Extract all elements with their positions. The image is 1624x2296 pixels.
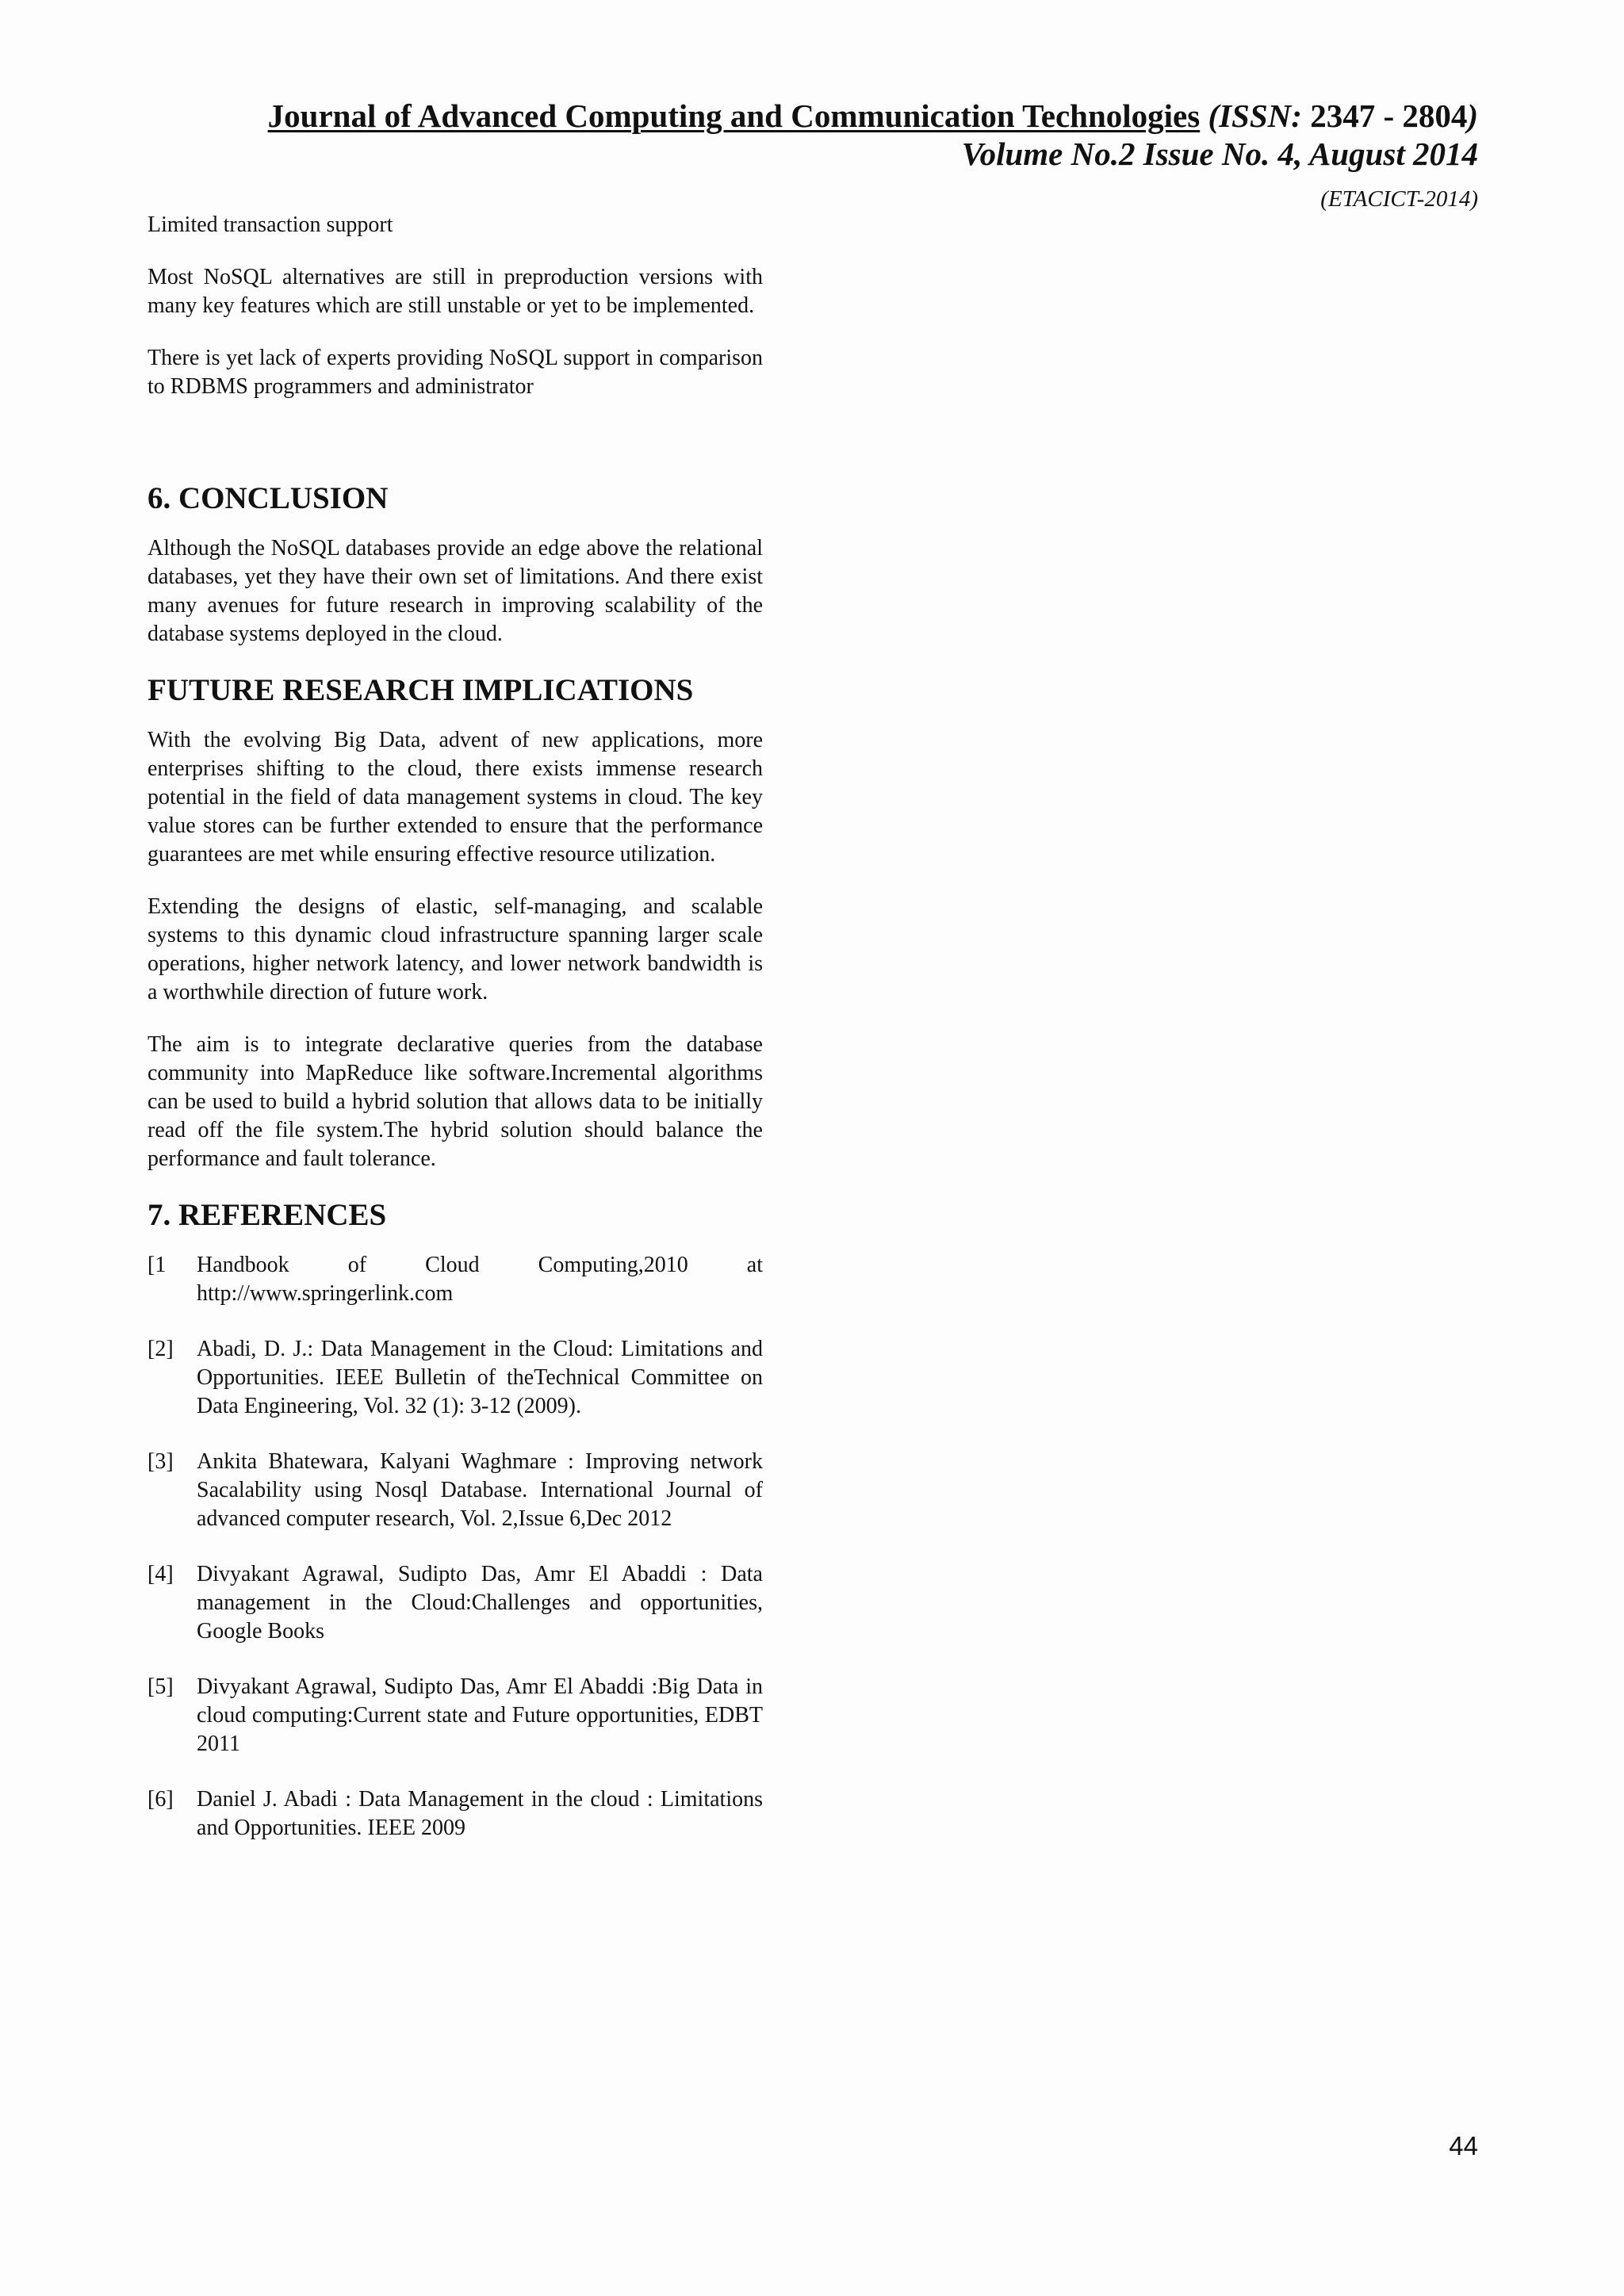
conclusion-paragraph: Although the NoSQL databases provide an edge above the relational databases, yet they have their own set of limitations. And there exist many avenues for future research in improving scalability of the database systems deployed in the cloud. [147,536,763,646]
references-heading: 7. REFERENCES [147,1198,387,1232]
future-paragraph-1: With the evolving Big Data, advent of new applications, more enterprises shifting to the cloud, there exists immense research potential in the field of data management systems in cloud. The key value stores can be further extended to ensure that the performance guarantees are met while ensuring effective resource utilization. [147,728,763,867]
intro-paragraph-1: Limited transaction support [147,212,393,237]
reference-item [147,1785,763,1843]
reference-number: [3] [147,1449,174,1474]
reference-text: Ankita Bhatewara, Kalyani Waghmare : Improving network Sacalability using Nosql Database. International Journal of advanced computer research, Vol. 2,Issue 6,Dec 2012 [197,1449,763,1531]
conference-name: (ETACICT-2014) [1320,186,1478,212]
reference-number: [5] [147,1674,174,1699]
issn-number: 2347 - 2804 [1310,98,1468,134]
reference-item [147,1251,763,1308]
intro-paragraph-3: There is yet lack of experts providing NoSQL support in comparison to RDBMS programmers and administrator [147,346,763,399]
conclusion-heading: 6. CONCLUSION [147,481,389,515]
reference-item [147,1673,763,1758]
future-paragraph-3: The aim is to integrate declarative queries from the database community into MapReduce like software.Incremental algorithms can be used to build a hybrid solution that allows data to be initially read off the file system.The hybrid solution should balance the performance and fault tolerance. [147,1032,763,1171]
reference-item [147,1335,763,1421]
issn-label: (ISSN: [1208,98,1302,134]
issn-close: ) [1467,98,1478,134]
reference-item [147,1560,763,1646]
reference-text: Divyakant Agrawal, Sudipto Das, Amr El Abaddi : Data management in the Cloud:Challenges and opportunities, Google Books [197,1562,763,1644]
reference-number: [4] [147,1562,174,1586]
reference-list [147,1251,763,1843]
future-research-heading: FUTURE RESEARCH IMPLICATIONS [147,673,694,707]
reference-number: [1 [147,1253,167,1277]
left-column [147,209,763,1843]
reference-number: [2] [147,1337,174,1361]
reference-number: [6] [147,1787,174,1812]
reference-text: Daniel J. Abadi : Data Management in the cloud : Limitations and Opportunities. IEEE 2009 [197,1787,763,1840]
page-number: 44 [1449,2131,1478,2160]
reference-item [147,1448,763,1533]
reference-text: Abadi, D. J.: Data Management in the Cloud: Limitations and Opportunities. IEEE Bulletin of theTechnical Committee on Data Engineering, Vol. 32 (1): 3-12 (2009). [197,1337,763,1418]
journal-title: Journal of Advanced Computing and Communication Technologies [267,98,1201,134]
journal-header-line [268,97,1478,136]
reference-text: Divyakant Agrawal, Sudipto Das, Amr El Abaddi :Big Data in cloud computing:Current state and Future opportunities, EDBT 2011 [197,1674,763,1756]
future-paragraph-2: Extending the designs of elastic, self-managing, and scalable systems to this dynamic cloud infrastructure spanning larger scale operations, higher network latency, and lower network bandwidth is a worthwhile direction of future work. [147,894,763,1004]
intro-paragraph-2: Most NoSQL alternatives are still in preproduction versions with many key features which are still unstable or yet to be implemented. [147,265,763,318]
volume-issue: Volume No.2 Issue No. 4, August 2014 [961,136,1478,172]
reference-text: Handbook of Cloud Computing,2010 at http://www.springerlink.com [197,1253,763,1306]
